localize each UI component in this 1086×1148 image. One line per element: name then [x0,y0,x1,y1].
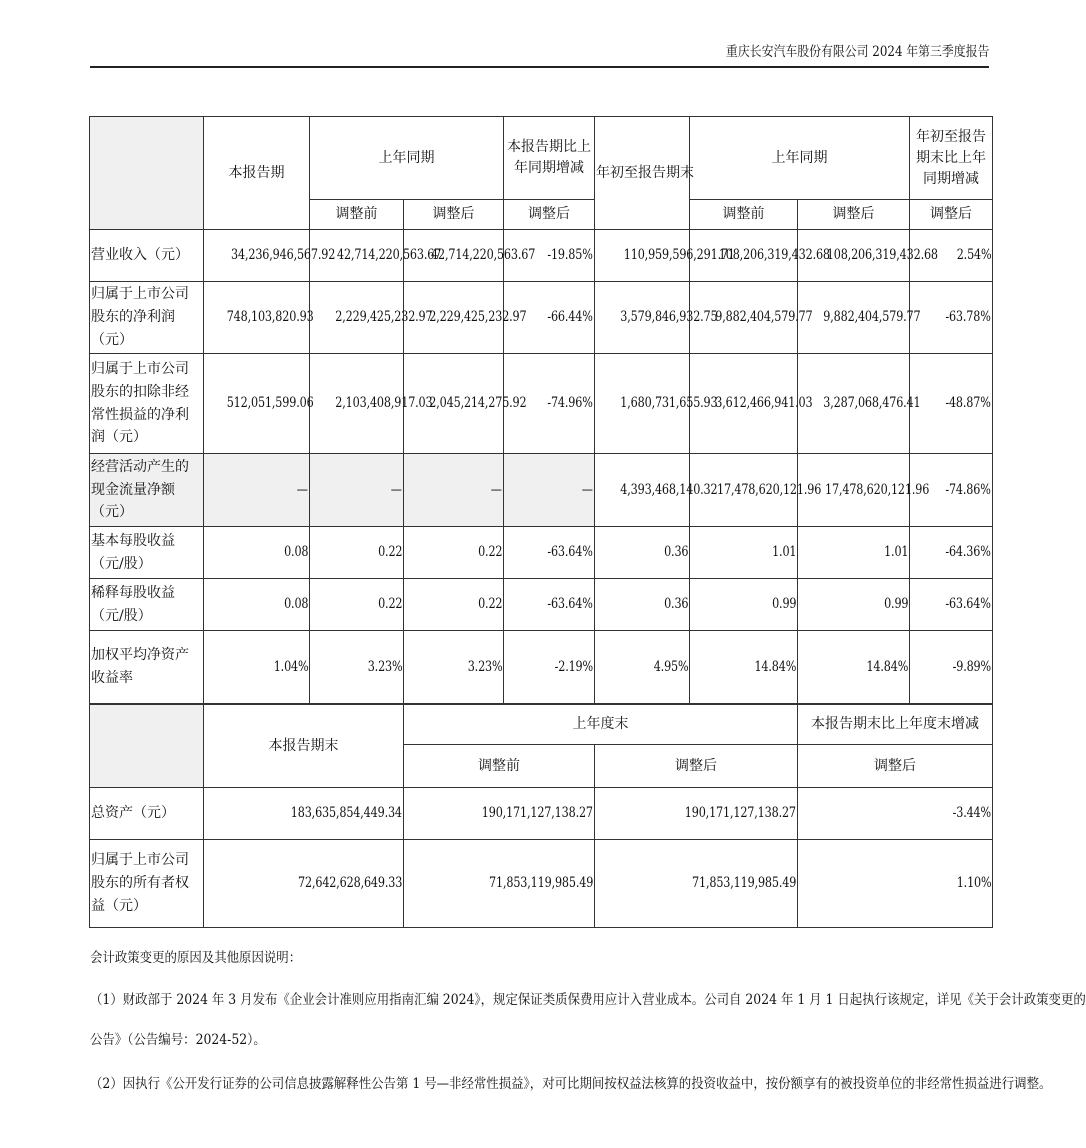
cell-value: 34,236,946,567.92 [231,247,336,264]
row-label: 营业收入（元） [90,230,204,282]
cell-value: — [296,481,308,498]
header-divider [90,66,989,68]
cell-value: 3.23% [467,658,502,675]
cell-value: -66.44% [547,309,593,326]
cell-value: -63.78% [945,309,991,326]
notes-line-2: 公告》（公告编号：2024-52）。 [90,1032,266,1048]
header-period-end: 本报告期末 [204,705,404,788]
table-row [90,230,993,282]
cell-value: 2,045,214,275.92 [429,395,527,412]
cell-value: 2,229,425,232.97 [429,309,527,326]
cell-value: -63.64% [547,596,593,613]
cell-value: 14.84% [866,658,908,675]
cell-value: 108,206,319,432.68 [826,247,938,264]
header-change-vs-last-year: 本报告期比上年同期增减 [504,117,595,200]
cell-value: 1.04% [273,658,308,675]
cell-value: 42,714,220,563.67 [431,247,536,264]
key-financials-table [89,116,993,704]
cell-value: -2.19% [554,658,593,675]
row-label: 归属于上市公司股东的所有者权益（元） [90,840,204,928]
row-label: 稀释每股收益（元/股） [90,579,204,631]
row-label: 总资产（元） [90,788,204,840]
cell-value: 3,579,846,932.75 [620,309,718,326]
cell-value: 1.10% [956,875,991,892]
cell-value: — [581,481,593,498]
header-before-adj-2: 调整前 [690,200,798,230]
cell-value: 3.23% [367,658,402,675]
cell-value: -19.85% [547,247,593,264]
table-row [90,840,993,928]
table-row [90,454,993,527]
cell-value: — [490,481,502,498]
cell-value: — [390,481,402,498]
header-same-period-last-year: 上年同期 [310,117,504,200]
header-blank-cell [90,705,204,788]
header-after-adj: 调整后 [404,200,504,230]
cell-value: 4.95% [653,658,688,675]
header-ytd: 年初至报告期末 [595,117,690,230]
cell-value: 190,171,127,138.27 [481,805,593,822]
header-this-period: 本报告期 [204,117,310,230]
cell-value: 0.99 [771,596,796,613]
header-ytd-change: 年初至报告期末比上年同期增减 [910,117,993,200]
cell-value: 0.36 [663,544,688,561]
header-after-adj-2: 调整后 [798,200,910,230]
table-row [90,788,993,840]
cell-value: 17,478,620,121.96 [825,481,930,498]
cell-value: 0.99 [883,596,908,613]
cell-value: 0.08 [283,544,308,561]
cell-value: 42,714,220,563.67 [337,247,442,264]
cell-value: 1,680,731,655.93 [620,395,718,412]
header-after-adj-change: 调整后 [798,745,993,788]
cell-value: 0.22 [477,544,502,561]
cell-value: 0.22 [377,596,402,613]
cell-value: 2,229,425,232.97 [335,309,433,326]
row-label: 基本每股收益（元/股） [90,527,204,579]
table-row [90,527,993,579]
header-before-adj: 调整前 [310,200,404,230]
header-after-adj: 调整后 [595,745,798,788]
cell-value: -74.86% [945,481,991,498]
cell-value: 14.84% [754,658,796,675]
cell-value: 9,882,404,579.77 [715,309,813,326]
cell-value: 512,051,599.06 [226,395,314,412]
table-row [90,631,993,704]
cell-value: -48.87% [945,395,991,412]
cell-value: 71,853,119,985.49 [488,875,593,892]
cell-value: -9.89% [952,658,991,675]
cell-value: 17,478,620,121.96 [717,481,822,498]
notes-heading: 会计政策变更的原因及其他原因说明： [90,950,302,966]
cell-value: 1.01 [883,544,908,561]
row-label: 加权平均净资产收益率 [90,631,204,704]
cell-value: -64.36% [945,544,991,561]
header-after-adj-change-2: 调整后 [910,200,993,230]
notes-line-3: （2）因执行《公开发行证券的公司信息披露解释性公告第 1 号—非经常性损益》，对可比期间按权益法核算的投资收益中，按份额享有的被投资单位的非经常性损益进行调整。 [90,1076,1052,1092]
cell-value: 0.22 [377,544,402,561]
notes-line-1: （1）财政部于 2024 年 3 月发布《企业会计准则应用指南汇编 2024》，规定保证类质保费用应计入营业成本。公司自 2024 年 1 月 1 日起执行该规定，详见《关于会计政策变更的 [90,992,1086,1008]
cell-value: 0.08 [283,596,308,613]
header-blank-cell [90,117,204,230]
cell-value: 1.01 [771,544,796,561]
cell-value: 0.22 [477,596,502,613]
cell-value: -63.64% [945,596,991,613]
header-after-adj-change: 调整后 [504,200,595,230]
table-row [90,579,993,631]
cell-value: 2.54% [956,247,991,264]
table-row [90,282,993,354]
cell-value: -74.96% [547,395,593,412]
header-last-year-end: 上年度末 [404,705,798,745]
row-label: 经营活动产生的现金流量净额（元） [90,454,204,527]
header-before-adj: 调整前 [404,745,595,788]
cell-value: 110,959,596,291.71 [623,247,735,264]
cell-value: -63.64% [547,544,593,561]
cell-value: 9,882,404,579.77 [823,309,921,326]
cell-value: 108,206,319,432.68 [718,247,830,264]
cell-value: 72,642,628,649.33 [297,875,402,892]
cell-value: 2,103,408,917.03 [335,395,433,412]
cell-value: 0.36 [663,596,688,613]
cell-value: -3.44% [952,805,991,822]
cell-value: 3,612,466,941.03 [715,395,813,412]
cell-value: 190,171,127,138.27 [684,805,796,822]
cell-value: 3,287,068,476.41 [823,395,921,412]
header-change-vs-year-end: 本报告期末比上年度末增减 [798,705,993,745]
row-label: 归属于上市公司股东的净利润（元） [90,282,204,354]
header-same-period-last-year-2: 上年同期 [690,117,910,200]
cell-value: 4,393,468,140.32 [620,481,718,498]
balance-sheet-table [89,704,993,928]
row-label: 归属于上市公司股东的扣除非经常性损益的净利润（元） [90,354,204,454]
table-row [90,354,993,454]
cell-value: 748,103,820.93 [226,309,314,326]
cell-value: 183,635,854,449.34 [290,805,402,822]
cell-value: 71,853,119,985.49 [691,875,796,892]
report-header-title: 重庆长安汽车股份有限公司 2024 年第三季度报告 [725,44,989,60]
